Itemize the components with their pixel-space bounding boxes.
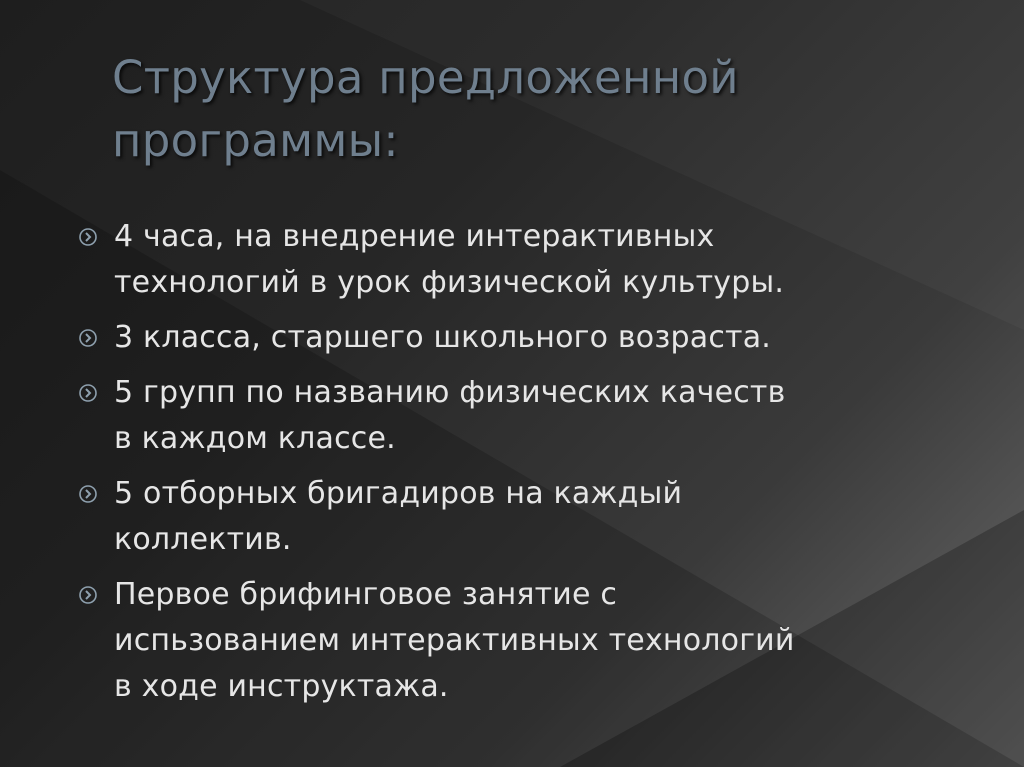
bullet-item — [74, 572, 974, 710]
bullet-text: 4 часа, на внедрение интерактивных технологий в урок физической культуры. — [114, 219, 785, 300]
bullet-list — [74, 214, 974, 719]
bullet-item — [74, 315, 974, 361]
circled-chevron-icon — [78, 328, 98, 348]
bullet-item — [74, 214, 974, 306]
circled-chevron-icon — [78, 484, 98, 504]
bullet-item — [74, 370, 974, 462]
bullet-text: 3 класса, старшего школьного возраста. — [114, 320, 772, 355]
bullet-text: 5 групп по названию физических качеств в каждом классе. — [114, 375, 786, 456]
circled-chevron-icon — [78, 227, 98, 247]
bullet-text: Первое брифинговое занятие с испьзованием интерактивных технологий в ходе инструктажа. — [114, 577, 795, 704]
circled-chevron-icon — [78, 383, 98, 403]
circled-chevron-icon — [78, 585, 98, 605]
slide-title: Структура предложенной программы: — [112, 51, 739, 167]
bullet-text: 5 отборных бригадиров на каждый коллектив. — [114, 476, 683, 557]
bullet-item — [74, 471, 974, 563]
